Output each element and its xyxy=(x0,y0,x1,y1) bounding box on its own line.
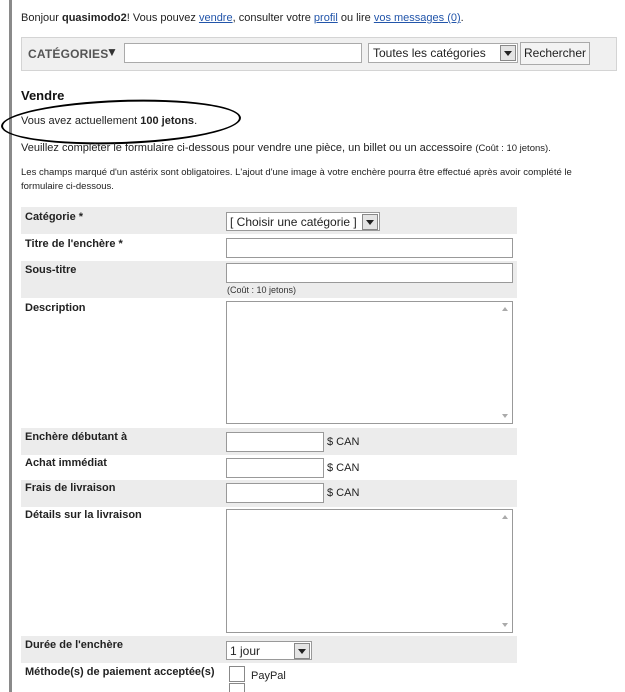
scroll-up-icon[interactable] xyxy=(502,307,508,311)
sell-form xyxy=(21,207,517,692)
left-border-rule xyxy=(9,0,12,692)
search-button[interactable]: Rechercher xyxy=(520,42,590,65)
buy-now-label: Achat immédiat xyxy=(25,457,107,469)
categories-menu-label[interactable]: CATÉGORIES xyxy=(28,47,109,61)
category-label: Catégorie * xyxy=(25,211,84,223)
shipping-input[interactable] xyxy=(226,483,324,503)
greeting-text: ! Vous pouvez xyxy=(126,12,199,24)
sell-link[interactable]: vendre xyxy=(198,12,233,24)
token-balance xyxy=(21,115,197,127)
instructions-text xyxy=(21,142,551,154)
token-value: 100 jetons xyxy=(140,115,195,127)
profile-link[interactable]: profil xyxy=(313,12,338,24)
form-row-payment xyxy=(21,663,517,692)
search-bar xyxy=(21,37,617,71)
duration-label: Durée de l'enchère xyxy=(25,639,123,651)
paypal-option-label: PayPal xyxy=(251,670,286,682)
paypal-checkbox[interactable] xyxy=(229,666,245,682)
form-row-buy-now xyxy=(21,455,517,480)
shipping-label: Frais de livraison xyxy=(25,482,116,494)
currency-label: $ CAN xyxy=(327,487,360,499)
form-row-title xyxy=(21,234,517,261)
duration-select[interactable] xyxy=(226,641,312,660)
description-label: Description xyxy=(25,302,86,314)
scroll-up-icon[interactable] xyxy=(502,515,508,519)
form-row-duration xyxy=(21,636,517,663)
form-row-shipping-details xyxy=(21,507,517,636)
greeting-prefix: Bonjour xyxy=(21,12,62,24)
chevron-down-icon[interactable] xyxy=(362,214,378,230)
token-suffix: . xyxy=(194,115,198,127)
messages-link[interactable]: vos messages (0) xyxy=(373,12,461,24)
greeting-line xyxy=(21,12,464,24)
title-input[interactable] xyxy=(226,238,513,258)
form-row-category xyxy=(21,207,517,234)
buy-now-input[interactable] xyxy=(226,458,324,478)
shipping-details-textarea[interactable] xyxy=(226,509,513,633)
search-category-select[interactable] xyxy=(368,43,518,63)
title-label: Titre de l'enchère * xyxy=(25,238,123,250)
payment-checkbox-2[interactable] xyxy=(229,683,245,692)
category-select-value: [ Choisir une catégorie ] xyxy=(230,215,357,229)
duration-select-value: 1 jour xyxy=(230,644,261,658)
subtitle-cost-note: (Coût : 10 jetons) xyxy=(227,285,297,295)
subtitle-label: Sous-titre xyxy=(25,264,77,276)
categories-dropdown-icon[interactable]: ▼ xyxy=(106,45,118,59)
subtitle-input[interactable] xyxy=(226,263,513,283)
greeting-text: , consulter votre xyxy=(232,12,314,24)
form-row-subtitle xyxy=(21,261,517,298)
payment-label: Méthode(s) de paiement acceptée(s) xyxy=(25,666,215,678)
start-price-label: Enchère débutant à xyxy=(25,431,128,443)
start-price-input[interactable] xyxy=(226,432,324,452)
form-row-shipping xyxy=(21,480,517,507)
greeting-suffix: . xyxy=(460,12,464,24)
form-row-description xyxy=(21,298,517,428)
form-row-start-price xyxy=(21,428,517,455)
currency-label: $ CAN xyxy=(327,462,360,474)
chevron-down-icon[interactable] xyxy=(500,45,516,61)
instructions-main: Veuillez compléter le formulaire ci-dessous pour vendre une pièce, un billet ou un accessoire xyxy=(21,142,476,154)
currency-label: $ CAN xyxy=(327,436,360,448)
scroll-down-icon[interactable] xyxy=(502,414,508,418)
scroll-down-icon[interactable] xyxy=(502,623,508,627)
chevron-down-icon[interactable] xyxy=(294,643,310,659)
page-title: Vendre xyxy=(21,88,65,103)
shipping-details-label: Détails sur la livraison xyxy=(25,509,142,521)
greeting-text: ou lire xyxy=(337,12,374,24)
search-input[interactable] xyxy=(124,43,362,63)
required-fields-note: Les champs marqué d'un astérix sont obligatoires. L'ajout d'une image à votre enchère pourra être effectué après avoir complété le formulaire ci-dessous. xyxy=(21,167,572,192)
description-textarea[interactable] xyxy=(226,301,513,424)
token-prefix: Vous avez actuellement xyxy=(21,115,141,127)
instructions-cost: (Coût : 10 jetons). xyxy=(475,143,551,154)
search-category-value: Toutes les catégories xyxy=(373,46,486,60)
category-select[interactable] xyxy=(226,212,380,231)
username: quasimodo2 xyxy=(61,12,127,24)
